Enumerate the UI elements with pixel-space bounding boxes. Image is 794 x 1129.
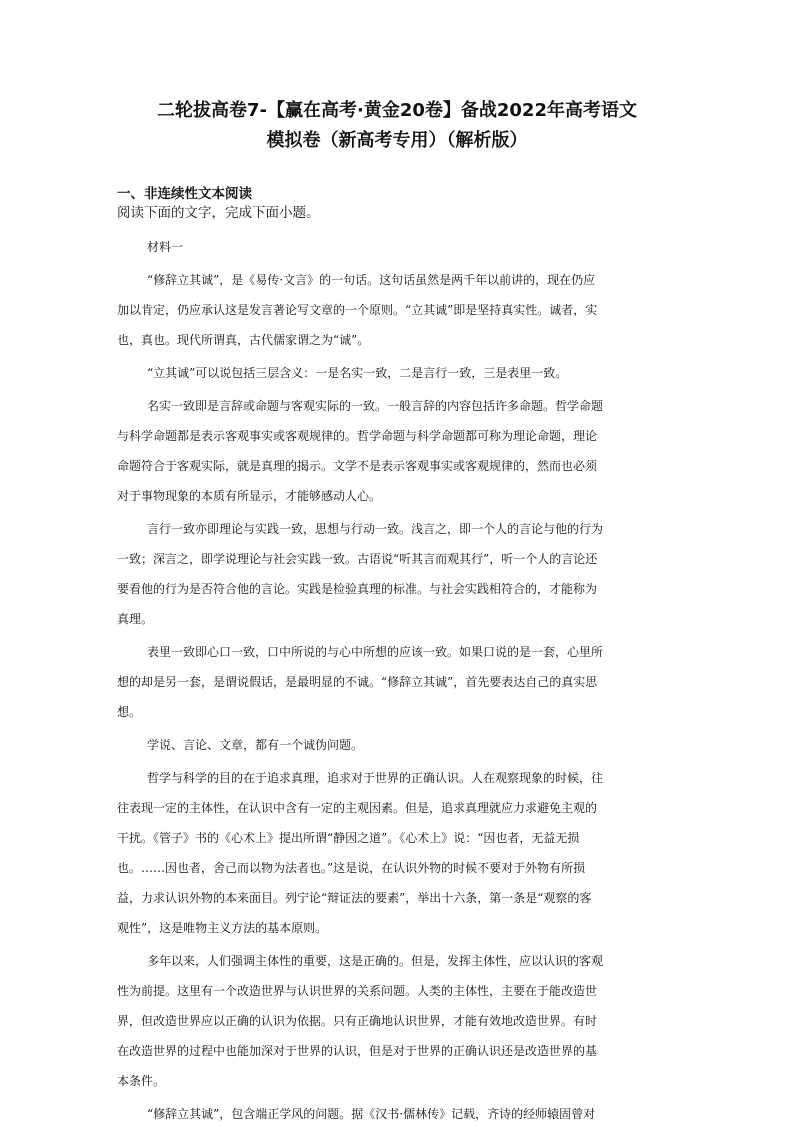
passage-line: 言行一致亦即理论与实践一致，思想与行动一致。浅言之，即一个人的言论与他的行为	[147, 522, 604, 536]
passage-line: 对于事物现象的本质有所显示，才能够感动人心。	[117, 489, 382, 503]
passage-line: 想的却是另一套，是谓说假话，是最明显的不诚。“修辞立其诚”，首先要表达自己的真实思	[117, 675, 598, 689]
passage-line: 要看他的行为是否符合他的言论。实践是检验真理的标准。与社会实践相符合的，才能称为	[117, 582, 598, 596]
passage-line: 材料一	[147, 240, 184, 254]
passage-line: 本条件。	[117, 1074, 166, 1088]
passage-line: “修辞立其诚”，包含端正学风的问题。据《汉书·儒林传》记载，齐诗的经师辕固曾对	[147, 1107, 596, 1121]
section-heading: 一、非连续性文本阅读	[117, 186, 252, 202]
document-title	[100, 96, 694, 156]
title-line-1: 二轮拔高卷7-【赢在高考·黄金20卷】备战2022年高考语文	[157, 100, 637, 121]
passage-line: 与科学命题都是表示客观事实或客观规律的。哲学命题与科学命题都可称为理论命题，理论	[117, 429, 598, 443]
passage-line: 名实一致即是言辞或命题与客观实际的一致。一般言辞的内容包括许多命题。哲学命题	[147, 399, 604, 413]
passage-body	[117, 232, 677, 1129]
passage-line: 多年以来，人们强调主体性的重要，这是正确的。但是，发挥主体性，应以认识的客观	[147, 954, 604, 968]
passage-line: 在改造世界的过程中也能加深对于世界的认识，但是对于世界的正确认识还是改造世界的基	[117, 1044, 598, 1058]
title-line-2: 模拟卷（新高考专用）（解析版）	[266, 130, 528, 151]
passage-line: 一致；深言之，即学说理论与社会实践一致。古语说“听其言而观其行”，听一个人的言论还	[117, 552, 598, 566]
passage-line: 也，真也。现代所谓真，古代儒家谓之为“诚”。	[117, 333, 370, 347]
passage-line: 哲学与科学的目的在于追求真理，追求对于世界的正确认识。人在观察现象的时候，往	[147, 771, 604, 785]
passage-line: 表里一致即心口一致，口中所说的与心中所想的应该一致。如果口说的是一套，心里所	[147, 645, 604, 659]
passage-line: 真理。	[117, 612, 154, 626]
passage-line: 也。……因也者，舍己而以物为法者也。”这是说，在认识外物的时候不要对于外物有所损	[117, 861, 586, 875]
passage-line: 益，力求认识外物的本来面目。列宁论“辩证法的要素”，举出十六条，第一条是“观察的客	[117, 891, 592, 905]
passage-line: “修辞立其诚”，是《易传·文言》的一句话。这句话虽然是两千年以前讲的，现在仍应	[147, 273, 596, 287]
passage-line: 想。	[117, 705, 142, 719]
passage-line: “立其诚”可以说包括三层含义：一是名实一致，二是言行一致，三是表里一致。	[147, 366, 568, 380]
passage-line: 界，但改造世界应以正确的认识为依据。只有正确地认识世界，才能有效地改造世界。有时	[117, 1014, 598, 1028]
passage-line: 学说、言论、文章，都有一个诚伪问题。	[147, 738, 364, 752]
passage-line: 性为前提。这里有一个改造世界与认识世界的关系问题。人类的主体性，主要在于能改造世	[117, 984, 598, 998]
passage-line: 命题符合于客观实际，就是真理的揭示。文学不是表示客观事实或客观规律的，然而也必须	[117, 459, 598, 473]
passage-line: 干扰。《管子》书的《心术上》提出所谓“静因之道”。《心术上》说：“因也者，无益无损	[117, 831, 580, 845]
reading-instruction: 阅读下面的文字，完成下面小题。	[117, 205, 320, 221]
passage-line: 加以肯定，仍应承认这是发言著论写文章的一个原则。“立其诚”即是坚持真实性。诚者，实	[117, 303, 598, 317]
passage-line: 往表现一定的主体性，在认识中含有一定的主观因素。但是，追求真理就应力求避免主观的	[117, 801, 598, 815]
passage-line: 观性”，这是唯物主义方法的基本原则。	[117, 921, 328, 935]
